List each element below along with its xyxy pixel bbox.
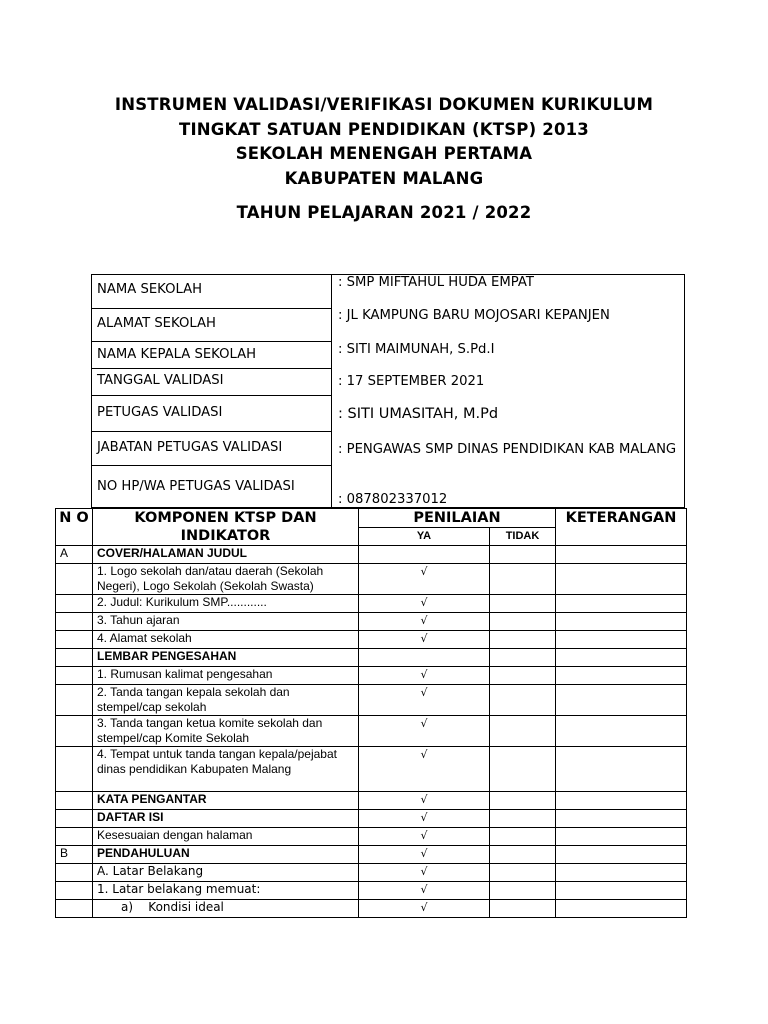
table-header-row <box>56 509 687 528</box>
title-line-3: SEKOLAH MENENGAH PERTAMA <box>235 144 533 163</box>
label-petugas-validasi: PETUGAS VALIDASI <box>97 405 223 420</box>
school-identity-box <box>91 274 685 508</box>
ya-check: √ <box>359 828 490 846</box>
divider <box>92 431 332 432</box>
validation-table <box>55 508 687 918</box>
table-row <box>56 810 687 828</box>
identity-label-column <box>92 275 332 507</box>
table-row <box>56 882 687 900</box>
header-tidak: TIDAK <box>490 528 556 546</box>
ya-check: √ <box>359 631 490 649</box>
table-row <box>56 595 687 613</box>
row-number <box>56 792 93 810</box>
tidak-cell <box>490 846 556 864</box>
title-line-2: TINGKAT SATUAN PENDIDIKAN (KTSP) 2013 <box>179 119 589 139</box>
ya-check: √ <box>359 685 490 716</box>
row-number: B <box>56 846 93 864</box>
tidak-cell <box>490 882 556 900</box>
tidak-cell <box>490 613 556 631</box>
tidak-cell <box>490 900 556 918</box>
divider <box>92 395 332 396</box>
table-row <box>56 864 687 882</box>
tidak-cell <box>490 828 556 846</box>
keterangan-cell <box>556 864 687 882</box>
value-nama-sekolah: : SMP MIFTAHUL HUDA EMPAT <box>338 275 534 290</box>
row-text: 2. Judul: Kurikulum SMP............ <box>93 595 359 613</box>
ya-check: √ <box>359 716 490 747</box>
ya-check: √ <box>359 792 490 810</box>
ya-check: √ <box>359 882 490 900</box>
table-row <box>56 792 687 810</box>
row-text: a) Kondisi ideal <box>93 900 359 918</box>
table-row <box>56 747 687 792</box>
keterangan-cell <box>556 649 687 667</box>
title-line-4: KABUPATEN MALANG <box>284 168 484 188</box>
row-text: PENDAHULUAN <box>93 846 359 864</box>
row-number: A <box>56 546 93 564</box>
table-row <box>56 613 687 631</box>
tidak-cell <box>490 564 556 595</box>
divider <box>92 341 332 342</box>
ya-cell <box>359 649 490 667</box>
tidak-cell <box>490 667 556 685</box>
row-number <box>56 716 93 747</box>
row-text: 3. Tanda tangan ketua komite sekolah dan stempel/cap Komite Sekolah <box>93 716 359 747</box>
value-no-hp: : 087802337012 <box>338 492 448 507</box>
value-tanggal-validasi: : 17 SEPTEMBER 2021 <box>338 374 485 389</box>
divider <box>92 368 332 369</box>
tidak-cell <box>490 792 556 810</box>
keterangan-cell <box>556 546 687 564</box>
keterangan-cell <box>556 792 687 810</box>
row-number <box>56 649 93 667</box>
keterangan-cell <box>556 595 687 613</box>
row-number <box>56 864 93 882</box>
keterangan-cell <box>556 667 687 685</box>
label-alamat-sekolah: ALAMAT SEKOLAH <box>97 316 216 331</box>
row-text: 1. Latar belakang memuat: <box>93 882 359 900</box>
row-number <box>56 564 93 595</box>
keterangan-cell <box>556 631 687 649</box>
ya-check: √ <box>359 613 490 631</box>
header-komponen: KOMPONEN KTSP DAN INDIKATOR <box>93 509 359 546</box>
keterangan-cell <box>556 716 687 747</box>
ya-check: √ <box>359 846 490 864</box>
header-penilaian: PENILAIAN <box>359 509 556 528</box>
tidak-cell <box>490 631 556 649</box>
value-petugas-validasi: : SITI UMASITAH, M.Pd <box>338 406 499 422</box>
row-text: LEMBAR PENGESAHAN <box>93 649 359 667</box>
document-title <box>0 93 768 191</box>
ya-check: √ <box>359 747 490 792</box>
keterangan-cell <box>556 685 687 716</box>
tidak-cell <box>490 685 556 716</box>
row-text: COVER/HALAMAN JUDUL <box>93 546 359 564</box>
divider <box>92 465 332 466</box>
row-text: A. Latar Belakang <box>93 864 359 882</box>
table-row <box>56 564 687 595</box>
header-no: N O <box>56 509 93 546</box>
keterangan-cell <box>556 846 687 864</box>
row-number <box>56 667 93 685</box>
tidak-cell <box>490 810 556 828</box>
ya-check: √ <box>359 864 490 882</box>
row-number <box>56 595 93 613</box>
row-text: 2. Tanda tangan kepala sekolah dan stempel/cap sekolah <box>93 685 359 716</box>
tidak-cell <box>490 595 556 613</box>
keterangan-cell <box>556 810 687 828</box>
keterangan-cell <box>556 564 687 595</box>
row-number <box>56 900 93 918</box>
table-row <box>56 900 687 918</box>
row-number <box>56 882 93 900</box>
table-row <box>56 846 687 864</box>
divider <box>92 308 332 309</box>
label-no-hp: NO HP/WA PETUGAS VALIDASI <box>97 479 295 494</box>
table-row <box>56 716 687 747</box>
label-jabatan-petugas: JABATAN PETUGAS VALIDASI <box>97 440 283 455</box>
tidak-cell <box>490 864 556 882</box>
row-text: 3. Tahun ajaran <box>93 613 359 631</box>
value-nama-kepala-sekolah: : SITI MAIMUNAH, S.Pd.I <box>338 342 495 357</box>
keterangan-cell <box>556 828 687 846</box>
ya-check: √ <box>359 564 490 595</box>
row-text: 1. Logo sekolah dan/atau daerah (Sekolah Negeri), Logo Sekolah (Sekolah Swasta) <box>93 564 359 595</box>
ya-cell <box>359 546 490 564</box>
label-nama-kepala-sekolah: NAMA KEPALA SEKOLAH <box>97 347 257 362</box>
label-tanggal-validasi: TANGGAL VALIDASI <box>97 373 224 388</box>
row-text: KATA PENGANTAR <box>93 792 359 810</box>
keterangan-cell <box>556 900 687 918</box>
table-row <box>56 685 687 716</box>
row-text: 4. Tempat untuk tanda tangan kepala/pejabat dinas pendidikan Kabupaten Malang <box>93 747 359 792</box>
row-number <box>56 685 93 716</box>
row-number <box>56 810 93 828</box>
row-number <box>56 747 93 792</box>
row-number <box>56 631 93 649</box>
keterangan-cell <box>556 882 687 900</box>
header-keterangan: KETERANGAN <box>556 509 687 546</box>
ya-check: √ <box>359 900 490 918</box>
keterangan-cell <box>556 613 687 631</box>
title-line-1: INSTRUMEN VALIDASI/VERIFIKASI DOKUMEN KURIKULUM <box>114 95 654 114</box>
academic-year: TAHUN PELAJARAN 2021 / 2022 <box>236 203 532 222</box>
ya-check: √ <box>359 595 490 613</box>
row-text: 1. Rumusan kalimat pengesahan <box>93 667 359 685</box>
tidak-cell <box>490 747 556 792</box>
table-row <box>56 649 687 667</box>
tidak-cell <box>490 546 556 564</box>
tidak-cell <box>490 716 556 747</box>
ya-check: √ <box>359 810 490 828</box>
ya-check: √ <box>359 667 490 685</box>
row-text: Kesesuaian dengan halaman <box>93 828 359 846</box>
table-row <box>56 631 687 649</box>
row-text: 4. Alamat sekolah <box>93 631 359 649</box>
value-alamat-sekolah: : JL KAMPUNG BARU MOJOSARI KEPANJEN <box>338 308 610 323</box>
tidak-cell <box>490 649 556 667</box>
table-row <box>56 546 687 564</box>
table-row <box>56 828 687 846</box>
header-ya: YA <box>359 528 490 546</box>
label-nama-sekolah: NAMA SEKOLAH <box>97 282 203 297</box>
row-text: DAFTAR ISI <box>93 810 359 828</box>
keterangan-cell <box>556 747 687 792</box>
value-jabatan-petugas: : PENGAWAS SMP DINAS PENDIDIKAN KAB MALANG <box>338 442 677 457</box>
table-row <box>56 667 687 685</box>
row-number <box>56 613 93 631</box>
row-number <box>56 828 93 846</box>
